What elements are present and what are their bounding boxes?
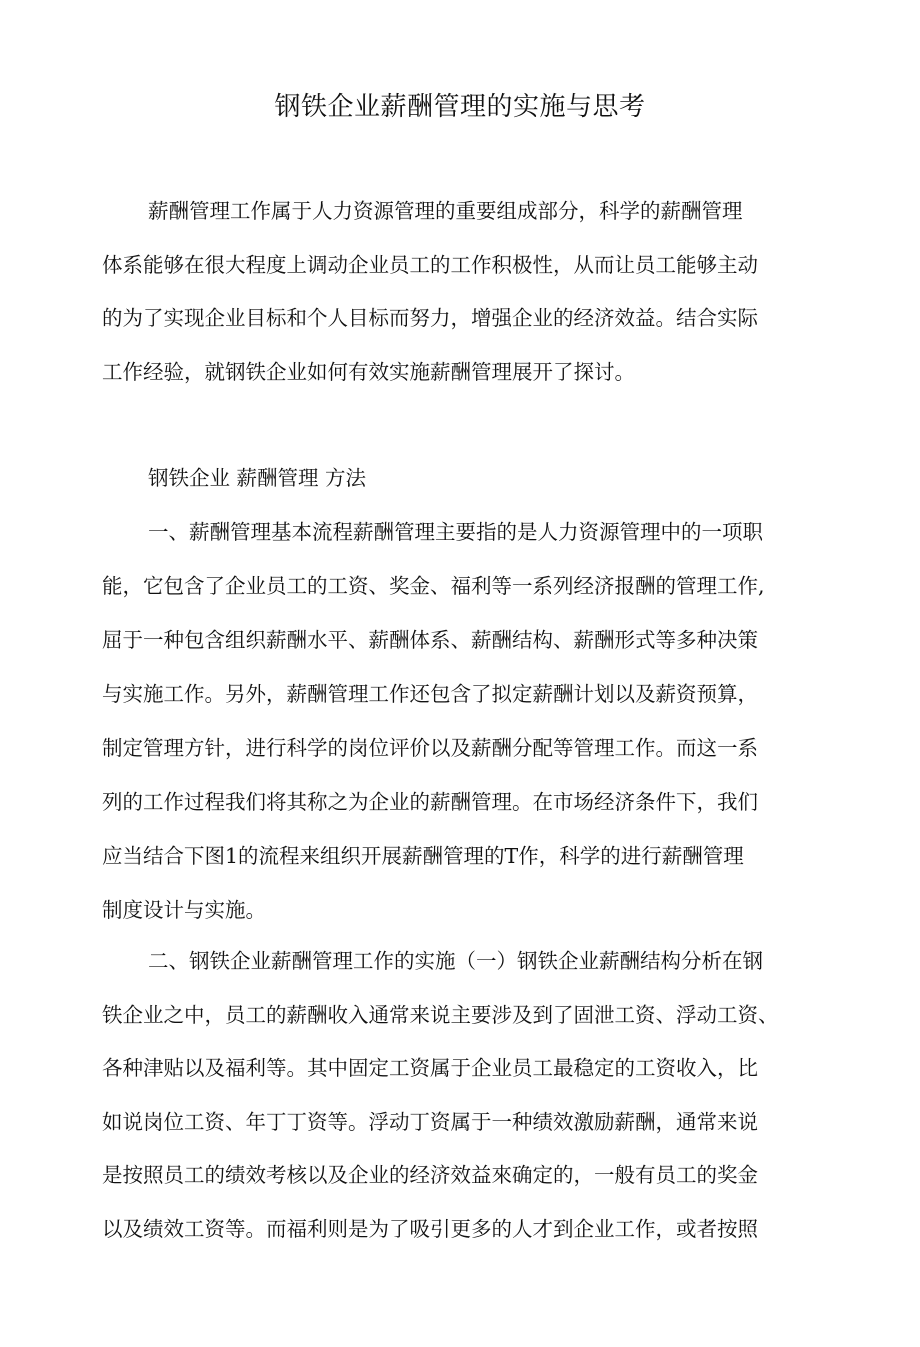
section1-line: 应当结合下图1的流程来组织开展薪酬管理的T作，科学的进行薪酬管理 [102,844,744,868]
section2-line: 是按照员工的绩效考核以及企业的经济效益來确定的，一般有员工的奖金 [102,1163,758,1187]
section2-line: 二、钢铁企业薪酬管理工作的实施（一）钢铁企业薪酬结构分析在钢 [148,949,763,973]
section1-line: 列的工作过程我们将其称之为企业的薪酬管理。在市场经济条件下，我们 [102,790,758,814]
section1-line: 与实施工作。另外，薪酬管理工作还包含了拟定薪酬计划以及薪资预算， [102,682,758,706]
abstract-line: 工作经验，就钢铁企业如何有效实施薪酬管理展开了探讨。 [102,360,635,384]
document-title: 钢铁企业薪酬管理的实施与思考 [274,92,646,122]
keywords: 钢铁企业 薪酬管理 方法 [148,466,367,490]
section1-line: 屈于一种包含组织薪酬水平、薪酬体系、薪酬结构、薪酬形式等多种决策 [102,628,758,652]
section2-line: 如说岗位工资、年丁丁资等。浮动丁资属于一种绩效激励薪酬，通常来说 [102,1110,758,1134]
abstract-line: 的为了实现企业目标和个人目标而努力，增强企业的经济效益。结合实际 [102,306,758,330]
section1-line: 制度设计与实施。 [102,898,266,922]
section1-line: 制定管理方针，进行科学的岗位评价以及薪酬分配等管理工作。而这一系 [102,736,758,760]
section2-line: 各种津贴以及福利等。其中固定工资属于企业员工最稳定的工资收入，比 [102,1056,758,1080]
section1-line: 一、薪酬管理基本流程薪酬管理主要指的是人力资源管理中的一项职 [148,520,763,544]
section2-line: 铁企业之中，员工的薪酬收入通常来说主要涉及到了固泄工资、浮动工资、 [102,1003,779,1027]
section1-line: 能，它包含了企业员工的工资、奖金、福利等一系列经济报酬的管理工作, [102,574,765,598]
section2-line: 以及绩效工资等。而福利则是为了吸引更多的人才到企业工作，或者按照 [102,1217,758,1241]
abstract-line: 薪酬管理工作属于人力资源管理的重要组成部分，科学的薪酬管理 [148,199,743,223]
abstract-line: 体系能够在很大程度上调动企业员工的工作积极性，从而让员工能够主动 [102,253,758,277]
